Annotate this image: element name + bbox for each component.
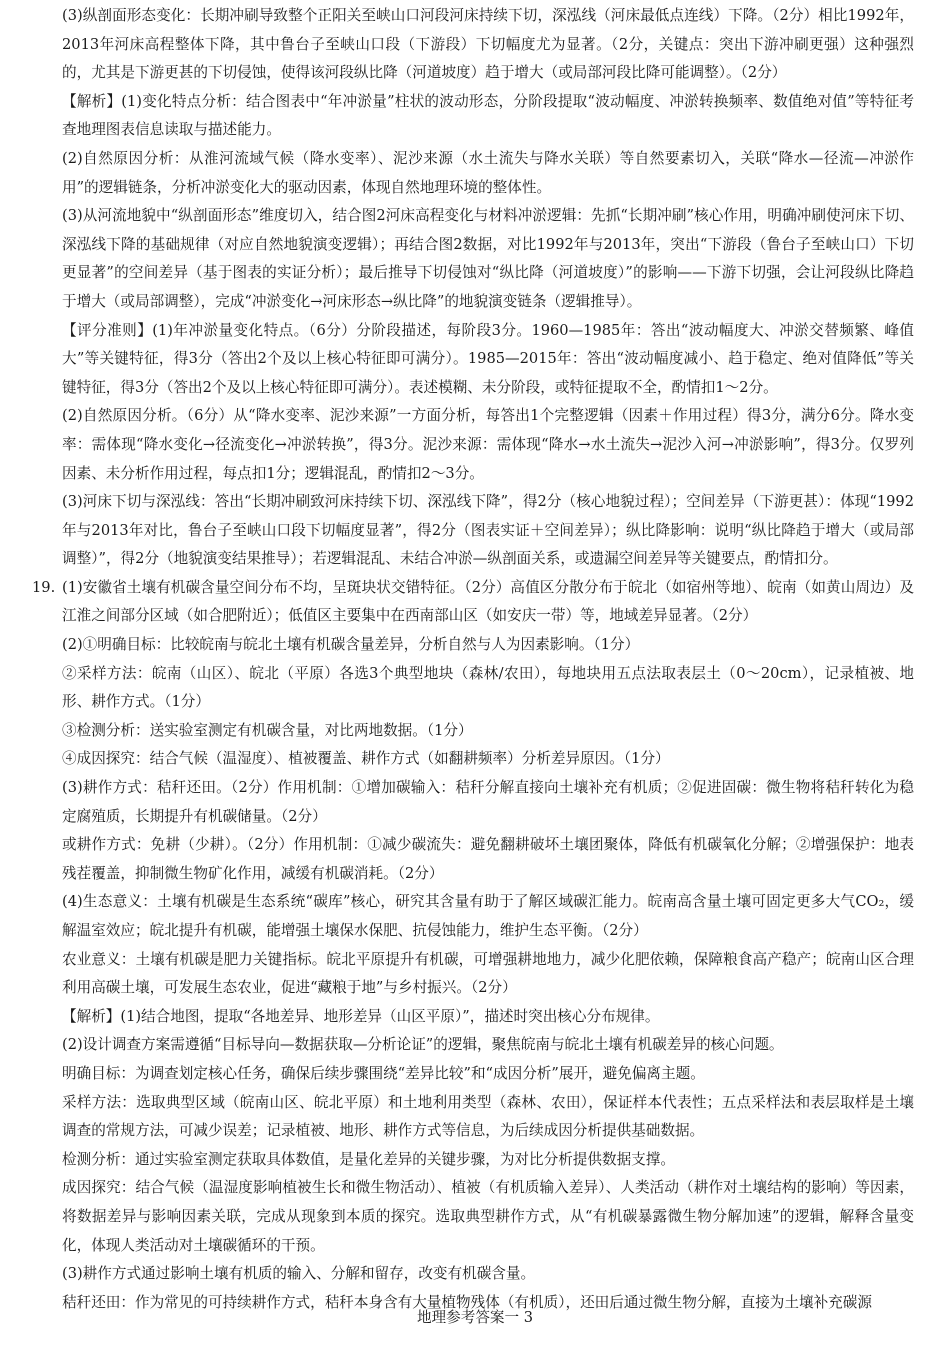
question-19 <box>32 574 914 631</box>
paragraph-ans19-2-cause: ④成因探究：结合气候（温湿度）、植被覆盖、耕作方式（如翻耕频率）分析差异原因。（1分） <box>62 750 670 768</box>
paragraph-analysis19-straw: 秸秆还田：作为常见的可持续耕作方式，秸秆本身含有大量植物残体（有机质），还田后通过微生物分解，直接为土壤补充碳源 <box>62 1293 872 1311</box>
answer-page <box>32 2 914 1317</box>
paragraph-ans19-2-goal: (2)①明确目标：比较皖南与皖北土壤有机碳含量差异，分析自然与人为因素影响。（1分） <box>62 636 640 654</box>
paragraph-ans19-3b: 或耕作方式：免耕（少耕）。（2分）作用机制：①减少碳流失：避免翻耕破坏土壤团聚体，降低有机碳氧化分解；②增强保护：地表残茬覆盖，抑制微生物矿化作用，减缓有机碳消耗。（2分） <box>62 836 914 882</box>
paragraph-analysis19-testing: 检测分析：通过实验室测定获取具体数值，是量化差异的关键步骤，为对比分析提供数据支撑。 <box>62 1150 675 1168</box>
paragraph-ans19-1: (1)安徽省土壤有机碳含量空间分布不均，呈斑块状交错特征。（2分）高值区分散分布于皖北（如宿州等地）、皖南（如黄山周边）及江淮之间部分区域（如合肥附近）；低值区主要集中在西南部山区（如安庆一带）等，地域差异显著。（2分） <box>62 578 914 625</box>
paragraph-analysis19-1: 【解析】(1)结合地图，提取“各地差异、地形差异（山区平原）”，描述时突出核心分布规律。 <box>62 1007 660 1025</box>
paragraph-analysis19-sampling: 采样方法：选取典型区域（皖南山区、皖北平原）和土地利用类型（森林、农田），保证样本代表性；五点采样法和表层取样是土壤调查的常规方法，可减少误差；记录植被、地形、耕作方式等信息，为后续成因分析提供基础数据。 <box>62 1093 914 1140</box>
paragraph-analysis-1: 【解析】(1)变化特点分析：结合图表中“年冲淤量”柱状的波动形态，分阶段提取“波动幅度、冲淤转换频率、数值绝对值”等特征考查地理图表信息读取与描述能力。 <box>62 92 914 139</box>
paragraph-analysis19-2: (2)设计调查方案需遵循“目标导向—数据获取—分析论证”的逻辑，聚焦皖南与皖北土壤有机碳差异的核心问题。 <box>62 1036 784 1054</box>
paragraph-scoring-2: (2)自然原因分析。（6分）从“降水变率、泥沙来源”一方面分析，每答出1个完整逻辑（因素＋作用过程）得3分，满分6分。降水变率：需体现“降水变化→径流变化→冲淤转换”，得3分。泥沙来源：需体现“降水→水土流失→泥沙入河→冲淤影响”，得3分。仅罗列因素、未分析作用过程，每点扣1分；逻辑混乱，酌情扣2～3分。 <box>62 407 914 482</box>
paragraph-ans18-3: (3)纵剖面形态变化：长期冲刷导致整个正阳关至峡山口河段河床持续下切，深泓线（河床最低点连线）下降。（2分）相比1992年，2013年河床高程整体下降，其中鲁台子至峡山口段（下游段）下切幅度尤为显著。（2分，关键点：突出下游冲刷更强）这种强烈的，尤其是下游更甚的下切侵蚀，使得该河段纵比降（河道坡度）趋于增大（或局部河段比降可能调整）。（2分） <box>62 7 914 82</box>
paragraph-analysis-3: (3)从河流地貌中“纵剖面形态”维度切入，结合图2河床高程变化与材料冲淤逻辑：先抓“长期冲刷”核心作用，明确冲刷使河床下切、深泓线下降的基础规律（对应自然地貌演变逻辑）；再结合图2数据，对比1992年与2013年，突出“下游段（鲁台子至峡山口）下切更显著”的空间差异（基于图表的实证分析）；最后推导下切侵蚀对“纵比降（河道坡度）”的影响——下游下切强，会让河段纵比降趋于增大（或局部调整），完成“冲淤变化→河床形态→纵比降”的地貌演变链条（逻辑推导）。 <box>62 207 914 310</box>
paragraph-ans19-2-sampling: ②采样方法：皖南（山区）、皖北（平原）各选3个典型地块（森林/农田），每地块用五点法取表层土（0～20cm），记录植被、地形、耕作方式。（1分） <box>62 664 914 711</box>
paragraph-analysis-2: (2)自然原因分析：从淮河流域气候（降水变率）、泥沙来源（水土流失与降水关联）等自然要素切入，关联“降水—径流—冲淤作用”的逻辑链条，分析冲淤变化大的驱动因素，体现自然地理环境的整体性。 <box>62 149 914 196</box>
paragraph-ans19-4-eco: (4)生态意义：土壤有机碳是生态系统“碳库”核心，研究其含量有助于了解区域碳汇能力。皖南高含量土壤可固定更多大气CO₂，缓解温室效应；皖北提升有机碳，能增强土壤保水保肥、抗侵蚀能力，维护生态平衡。（2分） <box>62 893 914 939</box>
paragraph-analysis19-3: (3)耕作方式通过影响土壤有机质的输入、分解和留存，改变有机碳含量。 <box>62 1265 536 1283</box>
paragraph-scoring-3: (3)河床下切与深泓线：答出“长期冲刷致河床持续下切、深泓线下降”，得2分（核心地貌过程）；空间差异（下游更甚）：体现“1992年与2013年对比，鲁台子至峡山口段下切幅度显著”，得2分（图表实证＋空间差异）；纵比降影响：说明“纵比降趋于增大（或局部调整）”，得2分（地貌演变结果推导）；若逻辑混乱、未结合冲淤—纵剖面关系，或遗漏空间差异等关键要点，酌情扣分。 <box>62 493 914 568</box>
question-number: 19. <box>32 578 56 596</box>
paragraph-scoring-1: 【评分准则】(1)年冲淤量变化特点。（6分）分阶段描述，每阶段3分。1960—1985年：答出“波动幅度大、冲淤交替频繁、峰值大”等关键特征，得3分（答出2个及以上核心特征即可满分）。1985—2015年：答出“波动幅度减小、趋于稳定、绝对值降低”等关键特征，得3分（答出2个及以上核心特征即可满分）。表述模糊、未分阶段，或特征提取不全，酌情扣1～2分。 <box>62 321 914 396</box>
paragraph-analysis19-goal: 明确目标：为调查划定核心任务，确保后续步骤围绕“差异比较”和“成因分析”展开，避免偏离主题。 <box>62 1064 705 1082</box>
paragraph-ans19-4-agri: 农业意义：土壤有机碳是肥力关键指标。皖北平原提升有机碳，可增强耕地地力，减少化肥依赖，保障粮食高产稳产；皖南山区合理利用高碳土壤，可发展生态农业，促进“藏粮于地”与乡村振兴。（2分） <box>62 950 914 997</box>
paragraph-analysis19-cause: 成因探究：结合气候（温湿度影响植被生长和微生物活动）、植被（有机质输入差异）、人类活动（耕作对土壤结构的影响）等因素，将数据差异与影响因素关联，完成从现象到本质的探究。选取典型耕作方式，从“有机碳暴露微生物分解加速”的逻辑，解释含量变化，体现人类活动对土壤碳循环的干预。 <box>62 1179 914 1254</box>
page-footer: 地理参考答案一 3 <box>416 1309 534 1326</box>
paragraph-ans19-3a: (3)耕作方式：秸秆还田。（2分）作用机制：①增加碳输入：秸秆分解直接向土壤补充有机质；②促进固碳：微生物将秸秆转化为稳定腐殖质，长期提升有机碳储量。（2分） <box>62 779 914 825</box>
paragraph-ans19-2-testing: ③检测分析：送实验室测定有机碳含量，对比两地数据。（1分） <box>62 721 473 739</box>
